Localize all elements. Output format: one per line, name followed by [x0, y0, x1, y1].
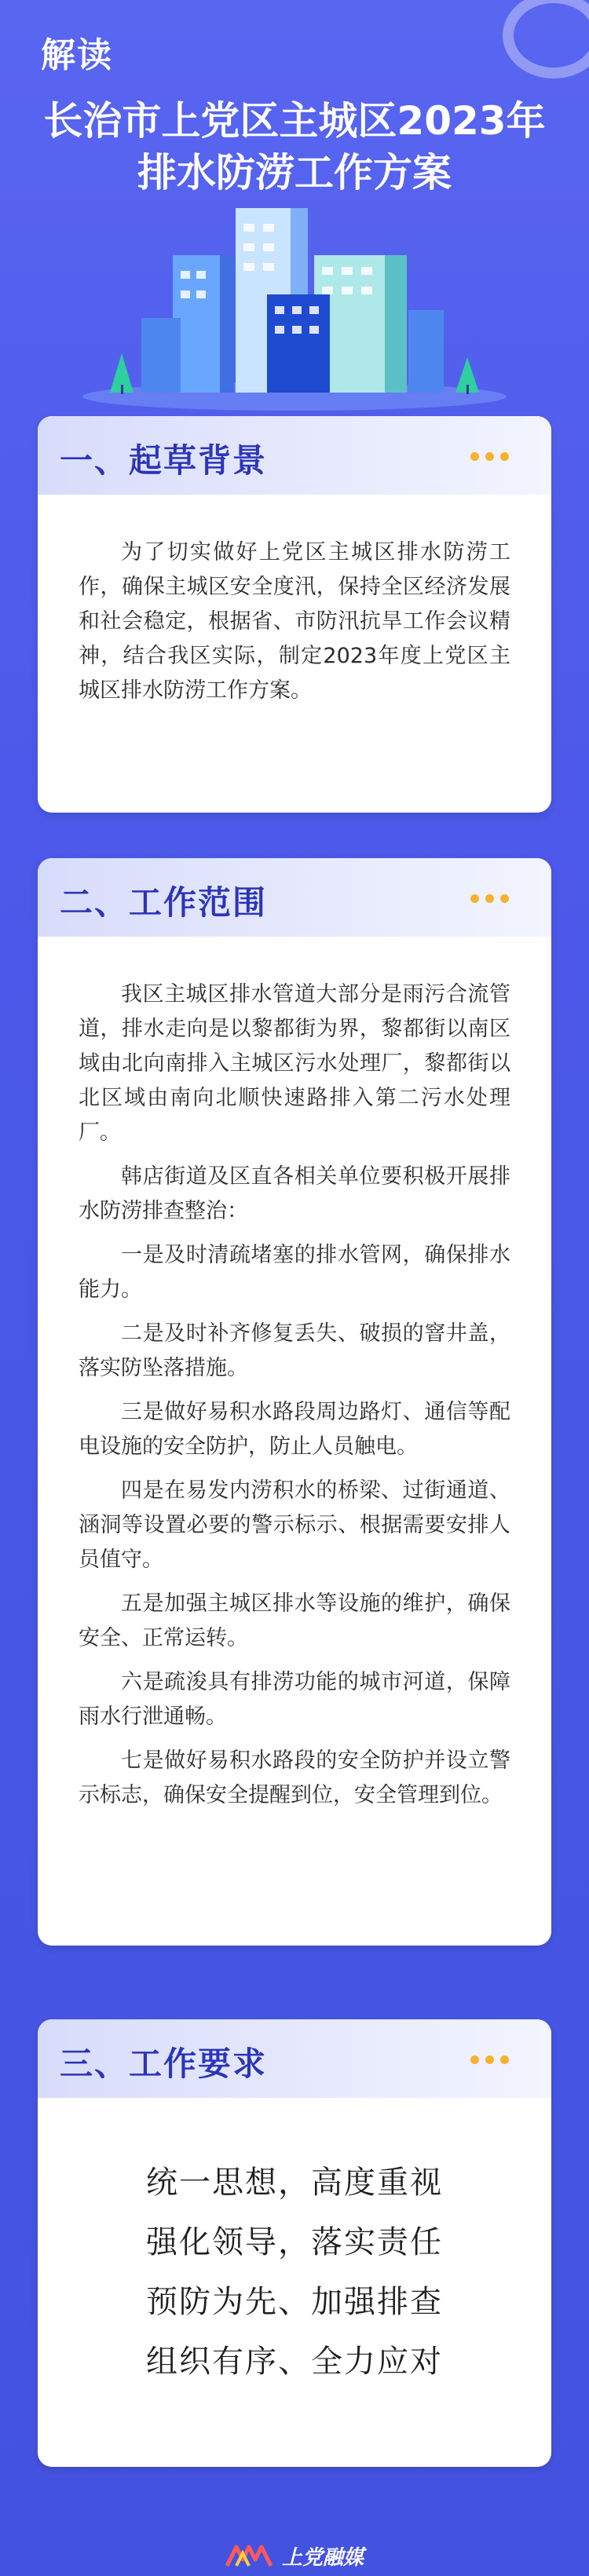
brand-logo-icon [225, 2544, 273, 2567]
section-card-background [38, 416, 551, 813]
section-header [38, 858, 551, 937]
list-item: 七是做好易积水路段的安全防护并设立警示标志，确保安全提醒到位，安全管理到位。 [79, 1748, 510, 1807]
header-title-line2: 排水防涝工作方案 [137, 150, 452, 195]
section-paragraph: 我区主城区排水管道大部分是雨污合流管道，排水走向是以黎都街为界，黎都街以南区域由北向南排入主城区污水处理厂，黎都街以北区域由南向北顺快速路排入第二污水处理厂。 [79, 982, 510, 1145]
section-header [38, 2019, 551, 2098]
section-paragraph: 韩店街道及区直各相关单位要积极开展排水防涝排查整治： [79, 1164, 510, 1223]
section-card-scope [38, 858, 551, 1946]
city-skyline-illustration [79, 200, 510, 412]
list-item: 二是及时补齐修复丢失、破损的窨井盖，落实防坠落措施。 [79, 1321, 510, 1380]
section-paragraph: 为了切实做好上党区主城区排水防涝工作，确保主城区安全度汛，保持全区经济发展和社会稳定，根据省、市防汛抗旱工作会议精神，结合我区实际，制定2023年度上党区主城区排水防涝工作方案。 [79, 540, 510, 703]
requirement-item: 统一思想，高度重视 [146, 2165, 443, 2201]
list-item: 六是疏浚具有排涝功能的城市河道，保障雨水行泄通畅。 [79, 1670, 510, 1729]
decorative-ring [503, 0, 589, 79]
list-item: 四是在易发内涝积水的桥梁、过街通道、涵洞等设置必要的警示标示、根据需要安排人员值守。 [79, 1478, 510, 1572]
section-title: 二、工作范围 [60, 883, 268, 922]
section-header [38, 416, 551, 495]
footer-logo [0, 2540, 589, 2571]
ellipsis-icon [470, 2055, 509, 2064]
list-item: 一是及时清疏堵塞的排水管网，确保排水能力。 [79, 1243, 510, 1302]
header-title-line1: 长治市上党区主城区2023年 [43, 98, 546, 144]
section-card-requirements [38, 2019, 551, 2467]
list-item: 三是做好易积水路段周边路灯、通信等配电设施的安全防护，防止人员触电。 [79, 1400, 510, 1459]
header-kicker: 解读 [41, 35, 113, 75]
requirement-item: 强化领导，落实责任 [146, 2224, 443, 2260]
list-item: 五是加强主城区排水等设施的维护，确保安全、正常运转。 [79, 1591, 510, 1650]
section-title: 一、起草背景 [60, 441, 268, 480]
ellipsis-icon [470, 452, 509, 461]
requirement-item: 组织有序、全力应对 [146, 2344, 443, 2380]
ellipsis-icon [470, 894, 509, 903]
brand-logo-text: 上党融媒 [281, 2545, 364, 2570]
section-title: 三、工作要求 [60, 2044, 268, 2083]
requirement-item: 预防为先、加强排查 [146, 2284, 443, 2320]
